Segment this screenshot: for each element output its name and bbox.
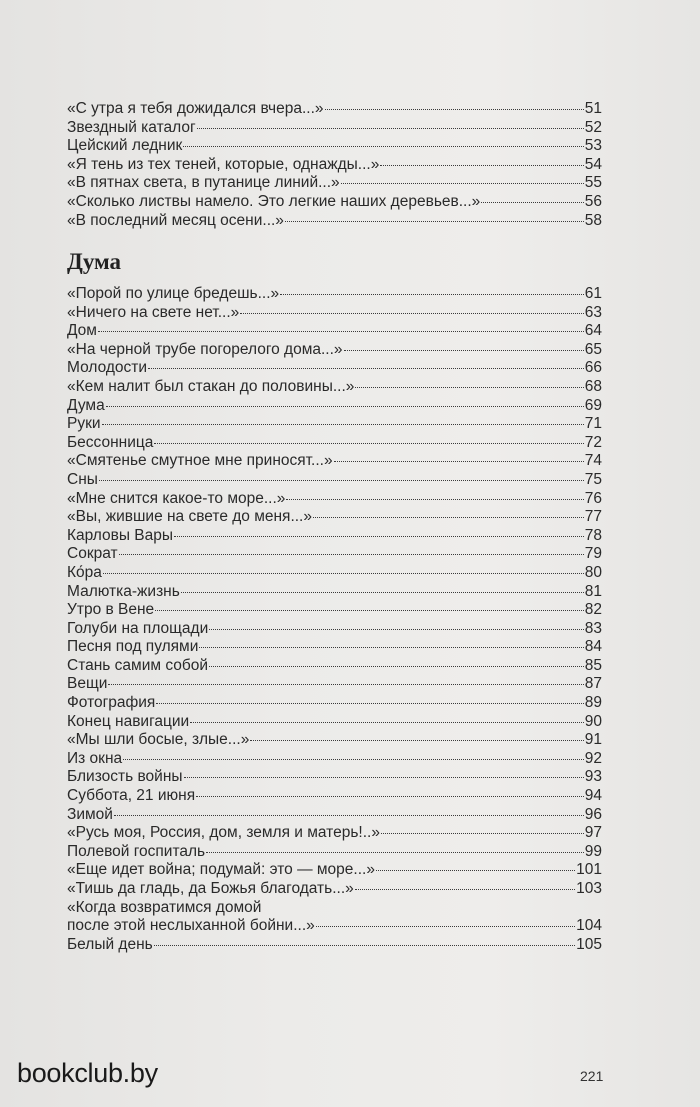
toc-entry-title: Утро в Вене: [67, 601, 155, 619]
toc-entry: [67, 880, 602, 899]
toc-entry-title: Фотография: [67, 694, 156, 712]
dot-leader: [154, 945, 575, 946]
toc-entry: [67, 657, 602, 676]
dot-leader: [106, 406, 584, 407]
dot-leader: [481, 202, 583, 203]
dot-leader: [155, 610, 584, 611]
toc-entry-page: 85: [584, 656, 602, 674]
dot-leader: [196, 796, 584, 797]
toc-entry-title: Сны: [67, 470, 98, 488]
toc-entry-page: 72: [584, 433, 602, 451]
toc-entry-title: «Мне снится какое-то море...»: [67, 489, 286, 507]
toc-entry: [67, 156, 602, 175]
toc-entry: [67, 490, 602, 509]
toc-entry: [67, 601, 602, 620]
toc-entry-title: Молодости: [67, 359, 148, 377]
toc-entry-title: Белый день: [67, 935, 153, 953]
toc-entry-page: 91: [584, 731, 602, 749]
toc-entry-title: «В последний месяц осени...»: [67, 211, 284, 229]
dot-leader: [98, 331, 584, 332]
toc-entry-page: 82: [584, 601, 602, 619]
toc-entry-page: 61: [584, 285, 602, 302]
toc-entry: [67, 787, 602, 806]
toc-entry-title: «Еще идет война; подумай: это — море...»: [67, 861, 375, 879]
dot-leader: [108, 684, 583, 685]
toc-entry-page: 105: [576, 935, 602, 953]
toc-entry: [67, 583, 602, 602]
toc-entry: [67, 212, 602, 231]
toc-entry: [67, 936, 602, 955]
dot-leader: [197, 128, 584, 129]
toc-entry-title: «Я тень из тех теней, которые, однажды...»: [67, 155, 380, 173]
dot-leader: [381, 833, 584, 834]
toc-entry: [67, 545, 602, 564]
toc-entry: [67, 638, 602, 657]
toc-entry-title: Близость войны: [67, 768, 183, 786]
toc-entry-page: 54: [584, 155, 602, 173]
dot-leader: [341, 183, 584, 184]
watermark-text: bookclub.by: [17, 1058, 158, 1088]
dot-leader: [280, 294, 584, 295]
toc-entry-title: «Кем налит был стакан до половины...»: [67, 377, 355, 395]
toc-entry-page: 74: [584, 452, 602, 470]
toc-entry-title: Руки: [67, 415, 101, 433]
dot-leader: [174, 536, 584, 537]
toc-entry-title: Стань самим собой: [67, 656, 209, 674]
toc-list-previous-section: [67, 100, 602, 230]
toc-entry-page: 94: [584, 787, 602, 805]
dot-leader: [123, 759, 584, 760]
toc-entry-title: «Смятенье смутное мне приносят...»: [67, 452, 333, 470]
dot-leader: [334, 461, 584, 462]
dot-leader: [250, 740, 583, 741]
toc-entry-page: 103: [576, 880, 602, 897]
toc-entry-page: 51: [584, 100, 602, 117]
toc-entry-page: 80: [584, 563, 602, 581]
toc-entry: [67, 119, 602, 138]
toc-entry-page: 68: [584, 377, 602, 395]
toc-entry-page: 52: [584, 118, 602, 136]
toc-entry-title: Сократ: [67, 545, 118, 563]
toc-entry: [67, 471, 602, 490]
toc-entry: [67, 285, 602, 304]
toc-entry: [67, 137, 602, 156]
toc-entry-title: Цейский ледник: [67, 137, 183, 155]
dot-leader: [313, 517, 584, 518]
toc-entry: [67, 694, 602, 713]
dot-leader: [355, 387, 583, 388]
toc-entry-page: 97: [584, 824, 602, 842]
dot-leader: [184, 777, 584, 778]
toc-entry-title: Полевой госпиталь: [67, 842, 206, 860]
dot-leader: [206, 852, 584, 853]
toc-entry-page: 87: [584, 675, 602, 693]
toc-entry-page: 92: [584, 749, 602, 767]
toc-entry-page: 55: [584, 174, 602, 192]
toc-entry: [67, 304, 602, 323]
toc-entry-title: «Мы шли босые, злые...»: [67, 731, 250, 749]
toc-entry-title: «Русь моя, Россия, дом, земля и матерь!..»: [67, 824, 380, 842]
dot-leader: [209, 629, 584, 630]
toc-entry-title: Конец навигации: [67, 712, 190, 730]
dot-leader: [316, 926, 575, 927]
toc-entry-page: 65: [584, 340, 602, 358]
dot-leader: [190, 722, 584, 723]
toc-entry-page: 63: [584, 303, 602, 321]
toc-entry: [67, 861, 602, 880]
toc-entry-page: 81: [584, 582, 602, 600]
dot-leader: [102, 424, 584, 425]
toc-entry-page: 101: [576, 861, 602, 879]
dot-leader: [148, 368, 584, 369]
toc-entry-page: 93: [584, 768, 602, 786]
toc-entry-page: 99: [584, 842, 602, 860]
toc-entry-title: Звездный каталог: [67, 118, 196, 136]
toc-entry-page: 89: [584, 694, 602, 712]
dot-leader: [286, 499, 583, 500]
dot-leader: [156, 703, 583, 704]
toc-entry-title: Голуби на площади: [67, 619, 209, 637]
toc-entry: [67, 564, 602, 583]
toc-entry-title: «В пятнах света, в путанице линий...»: [67, 174, 340, 192]
toc-entry-page: 69: [584, 396, 602, 414]
dot-leader: [119, 554, 584, 555]
toc-entry-page: 77: [584, 508, 602, 526]
toc-entry-title: «Порой по улице бредешь...»: [67, 285, 280, 302]
dot-leader: [209, 666, 584, 667]
toc-entry: [67, 824, 602, 843]
toc-entry-page: 53: [584, 137, 602, 155]
toc-entry: [67, 378, 602, 397]
toc-entry-page: 78: [584, 526, 602, 544]
toc-entry: [67, 675, 602, 694]
toc-entry-title: после этой неслыханной бойни...»: [67, 917, 315, 935]
toc-entry-page: 79: [584, 545, 602, 563]
toc-entry: [67, 843, 602, 862]
toc-entry-title: Зимой: [67, 805, 113, 823]
dot-leader: [99, 480, 584, 481]
toc-entry-title: Карловы Вары: [67, 526, 173, 544]
toc-entry-title: «Тишь да гладь, да Божья благодать...»: [67, 880, 354, 897]
toc-entry: [67, 731, 602, 750]
toc-entry: [67, 397, 602, 416]
page-number: 221: [580, 1068, 604, 1084]
toc-entry-title-line: «Когда возвратимся домой: [67, 898, 262, 916]
toc-entry: [67, 917, 602, 936]
toc-entry-page: 56: [584, 192, 602, 210]
toc-entry-title: Дума: [67, 396, 105, 414]
toc-entry-title: Дом: [67, 322, 97, 340]
toc-entry-title: «Сколько листвы намело. Это легкие наших деревьев...»: [67, 192, 481, 210]
dot-leader: [183, 146, 583, 147]
toc-entry-title: Бессонница: [67, 433, 154, 451]
toc-entry: [67, 768, 602, 787]
toc-entry-page: 104: [576, 917, 602, 935]
dot-leader: [325, 109, 584, 110]
dot-leader: [114, 815, 584, 816]
toc-entry: [67, 434, 602, 453]
toc-entry-title: Вещи: [67, 675, 108, 693]
toc-entry-title: Ко́ра: [67, 563, 102, 581]
toc-entry-title: «Ничего на свете нет...»: [67, 303, 240, 321]
toc-entry-title: Суббота, 21 июня: [67, 787, 196, 805]
toc-entry: [67, 527, 602, 546]
dot-leader: [181, 592, 584, 593]
toc-entry-title: «На черной трубе погорелого дома...»: [67, 340, 343, 358]
toc-entry: [67, 452, 602, 471]
toc-entry-title: Из окна: [67, 749, 123, 767]
dot-leader: [285, 221, 584, 222]
toc-entry: [67, 415, 602, 434]
toc-entry: [67, 508, 602, 527]
toc-entry-page: 66: [584, 359, 602, 377]
toc-entry: [67, 193, 602, 212]
dot-leader: [376, 870, 575, 871]
toc-entry-page: 84: [584, 638, 602, 656]
toc-entry: [67, 713, 602, 732]
toc-entry-page: 64: [584, 322, 602, 340]
dot-leader: [355, 889, 575, 890]
toc-entry: [67, 750, 602, 769]
toc-entry-page: 90: [584, 712, 602, 730]
toc-entry-title: Песня под пулями: [67, 638, 199, 656]
dot-leader: [240, 313, 584, 314]
toc-entry-page: 58: [584, 211, 602, 229]
dot-leader: [154, 443, 583, 444]
toc-entry-page: 71: [584, 415, 602, 433]
toc-list-duma: [67, 285, 602, 954]
toc-entry-title: «С утра я тебя дожидался вчера...»: [67, 100, 324, 117]
toc-entry-title: Малютка-жизнь: [67, 582, 180, 600]
toc-entry: [67, 322, 602, 341]
dot-leader: [380, 165, 583, 166]
toc-entry-page: 76: [584, 489, 602, 507]
dot-leader: [344, 350, 584, 351]
dot-leader: [103, 573, 584, 574]
toc-entry: [67, 174, 602, 193]
toc-entry: [67, 341, 602, 360]
toc-entry-page: 83: [584, 619, 602, 637]
dot-leader: [199, 647, 583, 648]
toc-entry-title: «Вы, жившие на свете до меня...»: [67, 508, 312, 526]
toc-entry: [67, 620, 602, 639]
section-heading: Дума: [67, 249, 122, 274]
toc-entry: [67, 100, 602, 119]
toc-entry: [67, 359, 602, 378]
toc-entry: [67, 806, 602, 825]
toc-entry-page: 96: [584, 805, 602, 823]
toc-entry-page: 75: [584, 470, 602, 488]
